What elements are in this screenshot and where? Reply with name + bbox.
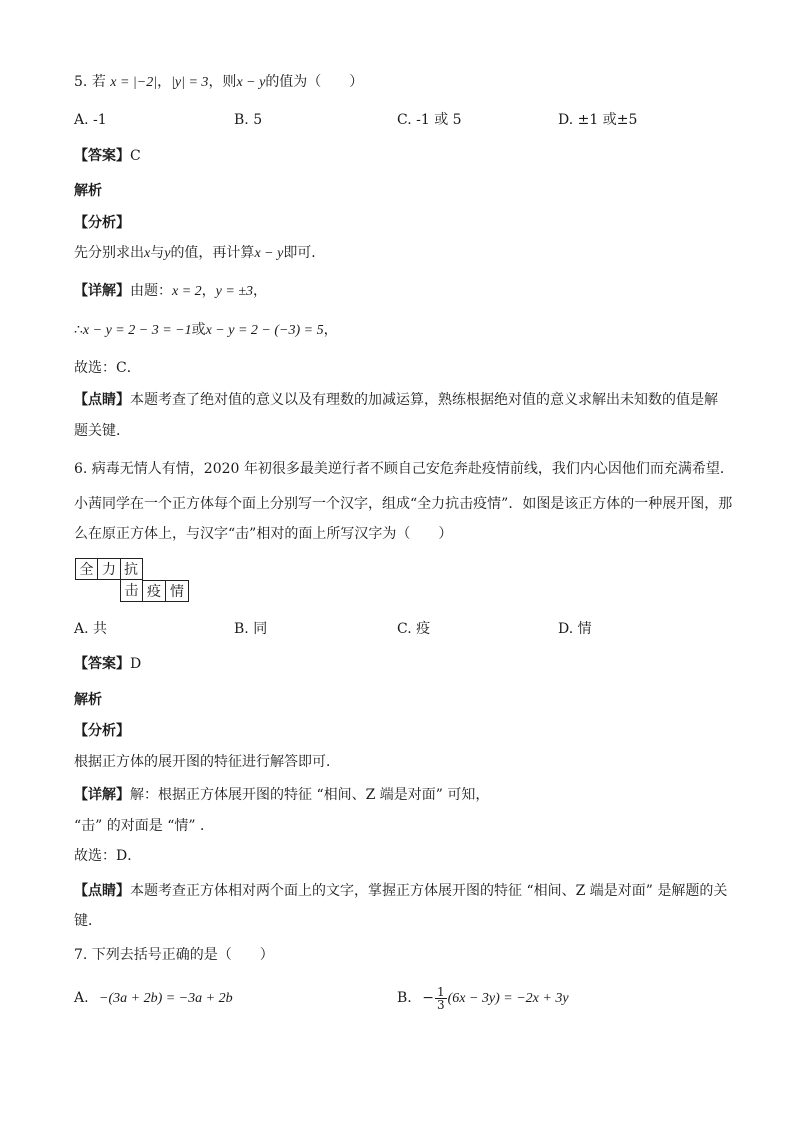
q6-comment-l2: 键． — [74, 913, 102, 929]
q5-calc-eq2: x − y = 2 − (−3) = 5 — [205, 323, 324, 338]
q5-fenxi-y: y — [164, 246, 171, 261]
q5-comment-l1: 本题考查了绝对值的意义以及有理数的加减运算，熟练根据绝对值的意义求解出未知数的值是解 — [130, 392, 718, 408]
q5-detail-eq1: x = 2 — [172, 284, 202, 299]
q5-comment-l2: 题关键． — [74, 423, 130, 439]
q6-detail — [74, 785, 489, 805]
q6-option-a: A. 共 — [74, 621, 108, 637]
q5-fenxi-x: x — [144, 246, 151, 261]
q5-eq2: |y| = 3 — [171, 75, 209, 90]
q5-detail-eq2: y = ±3 — [215, 284, 254, 299]
q5-fenxi-tag: 【分析】 — [74, 215, 130, 231]
net-cell: 情 — [166, 580, 189, 602]
q5-detail-tag: 【详解】 — [74, 283, 130, 299]
q5-fenxi-and: 与 — [150, 245, 165, 261]
q6-fenxi-text: 根据正方体的展开图的特征进行解答即可． — [74, 754, 340, 770]
q6-option-d: D. 情 — [558, 621, 592, 637]
therefore-symbol: ∴ — [74, 322, 83, 338]
q5-calc — [74, 320, 338, 341]
q5-answer-value: C — [130, 148, 141, 164]
q5-stem — [74, 72, 363, 93]
q6-option-c: C. 疫 — [397, 621, 431, 637]
q5-comment-tag: 【点睛】 — [74, 392, 130, 408]
q5-detail — [74, 281, 267, 302]
q5-answer — [74, 146, 141, 166]
q5-detail-end: ， — [253, 283, 268, 299]
q6-detail-text: 解：根据正方体展开图的特征 “相间、Z 端是对面” 可知， — [130, 787, 490, 803]
q5-option-a: A. -1 — [74, 112, 107, 128]
q6-answer-tag: 【答案】 — [74, 656, 130, 672]
q5-choose: 故选：C． — [74, 360, 141, 376]
q7-option-b-label: B. — [397, 990, 412, 1006]
q6-stem-l3: 么在原正方体上，与汉字“击”相对的面上所写汉字为（ ） — [74, 526, 453, 542]
q7-option-b-expr: (6x − 3y) = −2x + 3y — [447, 991, 569, 1006]
q5-detail-sep: ， — [201, 283, 216, 299]
q5-number: 5. — [74, 74, 88, 90]
q6-answer — [74, 654, 141, 674]
q7-option-b-neg: − — [422, 990, 434, 1006]
q5-answer-tag: 【答案】 — [74, 148, 130, 164]
q5-fenxi-mid: 的值，再计算 — [170, 245, 255, 261]
q7-option-a-label: A. — [74, 990, 89, 1006]
q5-sep: ， — [157, 74, 172, 90]
q5-stem-post: 的值为（ ） — [265, 74, 364, 90]
q5-fenxi-expr: x − y — [254, 246, 284, 261]
q5-expr: x − y — [236, 75, 266, 90]
q6-comment-tag: 【点睛】 — [74, 883, 130, 899]
q5-calc-end: ， — [323, 322, 338, 338]
fraction-denominator: 3 — [436, 997, 445, 1012]
q5-analysis-heading: 解析 — [74, 183, 102, 199]
q5-option-b: B. 5 — [234, 112, 263, 128]
q7-option-b — [397, 980, 569, 1017]
q7-stem: 7. 下列去括号正确的是（ ） — [74, 947, 274, 963]
q6-option-b: B. 同 — [234, 621, 268, 637]
q5-eq1: x = |−2| — [110, 75, 158, 90]
q6-comment — [74, 881, 727, 901]
q5-detail-pre: 由题： — [130, 283, 172, 299]
net-cell: 疫 — [143, 580, 166, 602]
q6-comment-l1: 本题考查正方体相对两个面上的文字，掌握正方体展开图的特征 “相间、Z 端是对面” 是解题的关 — [130, 883, 728, 899]
q5-option-c: C. -1 或 5 — [397, 112, 462, 128]
fraction — [435, 986, 447, 1011]
q6-detail-tag: 【详解】 — [74, 787, 130, 803]
q6-answer-value: D — [130, 656, 142, 672]
q5-calc-eq1: x − y = 2 − 3 = −1 — [82, 323, 192, 338]
q5-calc-or: 或 — [191, 322, 206, 338]
q5-stem-pre: 若 — [91, 74, 106, 90]
q6-fenxi-tag: 【分析】 — [74, 723, 130, 739]
q5-stem-mid: ，则 — [208, 74, 237, 90]
q5-comment — [74, 390, 718, 410]
net-cell: 抗 — [120, 558, 143, 580]
q6-analysis-heading: 解析 — [74, 692, 102, 708]
q5-fenxi-text — [74, 243, 325, 264]
q5-fenxi-pre: 先分别求出 — [74, 245, 144, 261]
fraction-numerator: 1 — [436, 984, 445, 999]
q6-detail-l2: “击” 的对面是 “情” ． — [74, 818, 214, 834]
q6-choose: 故选：D． — [74, 848, 142, 864]
q6-stem-l2: 小茜同学在一个正方体每个面上分别写一个汉字，组成“全力抗击疫情”．如图是该正方体的一种展开图，那 — [74, 496, 733, 512]
q5-fenxi-post: 即可． — [283, 245, 326, 261]
q5-option-d: D. ±1 或±5 — [558, 112, 638, 128]
net-cell: 击 — [120, 580, 143, 602]
q7-option-a — [74, 988, 233, 1009]
net-cell: 力 — [98, 558, 121, 580]
q7-option-a-expr: −(3a + 2b) = −3a + 2b — [99, 991, 233, 1006]
net-cell: 全 — [75, 558, 98, 580]
q6-stem-l1: 6. 病毒无情人有情，2020 年初很多最美逆行者不顾自己安危奔赴疫情前线，我们内心因他们而充满希望． — [74, 461, 734, 477]
